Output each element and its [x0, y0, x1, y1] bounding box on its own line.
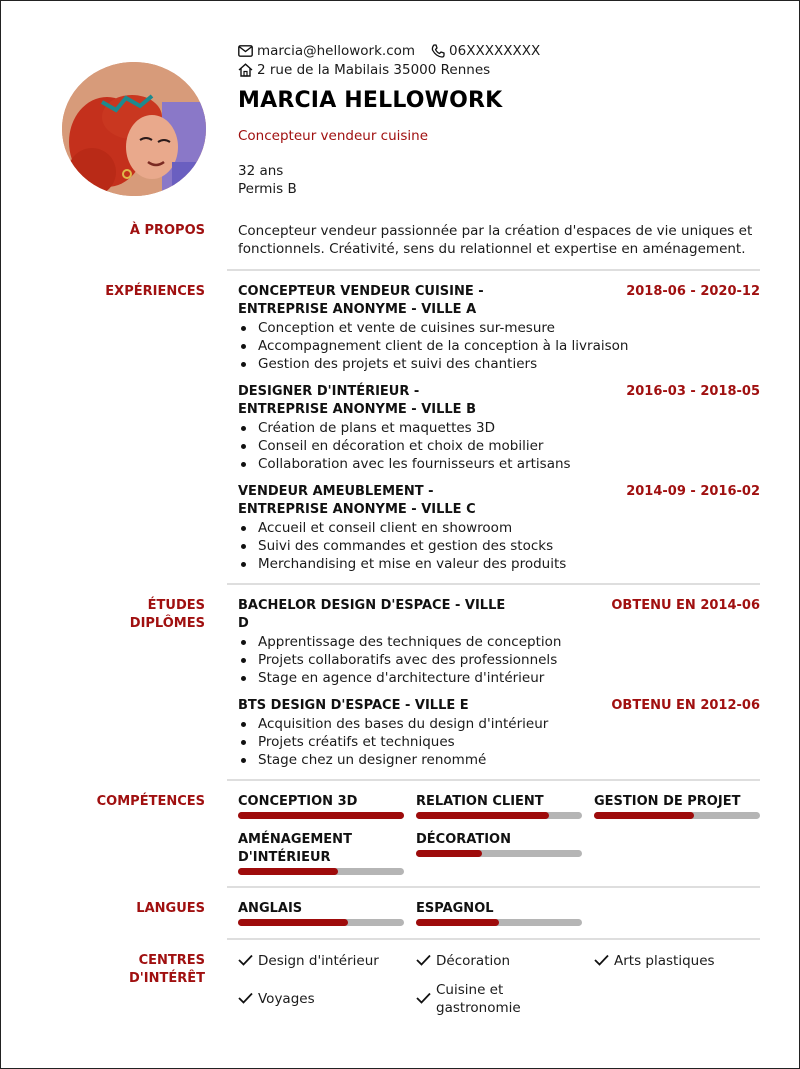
list-item: Création de plans et maquettes 3D: [238, 419, 760, 437]
interest-label: Cuisine et gastronomie: [436, 982, 521, 1016]
entry-title: VENDEUR AMEUBLEMENT - ENTREPRISE ANONYME - VILLE C: [238, 484, 476, 517]
interest-label: Arts plastiques: [614, 953, 715, 969]
skill-level-fill: [594, 812, 694, 819]
interest-item: [416, 981, 536, 1017]
divider: [227, 779, 760, 781]
skill-level-bar: [594, 812, 760, 819]
experience-label: EXPÉRIENCES: [105, 284, 205, 299]
age: 32 ans: [238, 163, 284, 179]
education-entry: [238, 697, 760, 769]
entry-title: CONCEPTEUR VENDEUR CUISINE - ENTREPRISE ANONYME - VILLE A: [238, 284, 484, 317]
check-icon: [238, 992, 253, 1004]
list-item: Projets créatifs et techniques: [238, 733, 760, 751]
skill-item: [416, 831, 582, 857]
divider: [227, 583, 760, 585]
education-label: ÉTUDES DIPLÔMES: [129, 598, 205, 631]
skill-level-bar: [416, 850, 582, 857]
phone-icon: [431, 44, 445, 58]
skill-name: DÉCORATION: [416, 832, 511, 847]
skill-level-fill: [416, 850, 482, 857]
address-contact: [238, 62, 490, 78]
job-title: Concepteur vendeur cuisine: [238, 128, 429, 144]
list-item: Apprentissage des techniques de conception: [238, 633, 760, 651]
skill-name: CONCEPTION 3D: [238, 794, 358, 809]
skill-level-fill: [416, 812, 549, 819]
skill-level-bar: [238, 812, 404, 819]
entry-date: OBTENU EN 2014-06: [611, 598, 760, 613]
interest-label: Design d'intérieur: [258, 953, 379, 969]
education-entry: [238, 597, 760, 687]
divider: [227, 938, 760, 940]
entry-date: 2016-03 - 2018-05: [626, 384, 760, 399]
envelope-icon: [238, 45, 253, 57]
list-item: Acquisition des bases du design d'intérieur: [238, 715, 760, 733]
skill-item: [416, 793, 582, 819]
address-text: 2 rue de la Mabilais 35000 Rennes: [257, 61, 491, 78]
list-item: Projets collaboratifs avec des professionnels: [238, 651, 760, 669]
skill-level-bar: [416, 812, 582, 819]
check-icon: [238, 954, 253, 966]
contact-line-1: [238, 41, 758, 60]
check-icon: [594, 954, 609, 966]
about-label: À PROPOS: [129, 223, 205, 238]
interest-item: [238, 990, 404, 1008]
language-item: [238, 900, 404, 926]
list-item: Stage chez un designer renommé: [238, 751, 760, 769]
interest-label: Voyages: [258, 991, 315, 1007]
language-level-fill: [238, 919, 348, 926]
phone-contact[interactable]: [431, 43, 540, 59]
home-icon: [238, 63, 253, 77]
interest-label: Décoration: [436, 953, 511, 969]
email-contact[interactable]: [238, 43, 415, 59]
check-icon: [416, 992, 431, 1004]
candidate-name: MARCIA HELLOWORK: [238, 88, 503, 113]
skill-level-fill: [238, 812, 404, 819]
interest-item: [594, 952, 760, 970]
interests-label: CENTRES D'INTÉRÊT: [129, 953, 205, 986]
list-item: Accompagnement client de la conception à la livraison: [238, 337, 760, 355]
list-item: Conseil en décoration et choix de mobilier: [238, 437, 760, 455]
list-item: Gestion des projets et suivi des chantiers: [238, 355, 760, 373]
skill-name: AMÉNAGEMENT D'INTÉRIEUR: [238, 832, 352, 865]
skills-label: COMPÉTENCES: [96, 794, 205, 809]
about-text: Concepteur vendeur passionnée par la création d'espaces de vie uniques et fonctionnels. Créativité, sens du relationnel et expertise en aménagement.: [238, 223, 753, 257]
experience-entry: [238, 383, 760, 473]
list-item: Suivi des commandes et gestion des stocks: [238, 537, 760, 555]
skill-name: GESTION DE PROJET: [594, 794, 741, 809]
language-name: ANGLAIS: [238, 901, 303, 916]
driving-license: Permis B: [238, 181, 297, 197]
entry-date: OBTENU EN 2012-06: [611, 698, 760, 713]
resume-header: [238, 41, 758, 198]
language-item: [416, 900, 582, 926]
languages-label: LANGUES: [136, 901, 205, 916]
divider: [227, 269, 760, 271]
entry-date: 2014-09 - 2016-02: [626, 484, 760, 499]
skill-item: [238, 831, 404, 875]
interest-item: [416, 952, 582, 970]
list-item: Stage en agence d'architecture d'intérieur: [238, 669, 760, 687]
language-name: ESPAGNOL: [416, 901, 494, 916]
email-text: marcia@hellowork.com: [257, 42, 416, 59]
language-level-bar: [238, 919, 404, 926]
entry-title: DESIGNER D'INTÉRIEUR - ENTREPRISE ANONYME - VILLE B: [238, 384, 476, 417]
divider: [227, 886, 760, 888]
list-item: Conception et vente de cuisines sur-mesure: [238, 319, 760, 337]
entry-date: 2018-06 - 2020-12: [626, 284, 760, 299]
experience-entry: [238, 283, 760, 373]
skill-level-bar: [238, 868, 404, 875]
profile-photo: [62, 62, 206, 196]
skill-item: [238, 793, 404, 819]
entry-title: BACHELOR DESIGN D'ESPACE - VILLE D: [238, 598, 506, 631]
check-icon: [416, 954, 431, 966]
contact-line-2: [238, 60, 758, 79]
phone-text: 06XXXXXXXX: [449, 42, 541, 59]
personal-info: [238, 162, 758, 198]
interest-item: [238, 952, 404, 970]
skill-name: RELATION CLIENT: [416, 794, 544, 809]
skill-level-fill: [238, 868, 338, 875]
list-item: Accueil et conseil client en showroom: [238, 519, 760, 537]
skill-item: [594, 793, 760, 819]
language-level-bar: [416, 919, 582, 926]
language-level-fill: [416, 919, 499, 926]
entry-title: BTS DESIGN D'ESPACE - VILLE E: [238, 698, 469, 713]
list-item: Collaboration avec les fournisseurs et artisans: [238, 455, 760, 473]
list-item: Merchandising et mise en valeur des produits: [238, 555, 760, 573]
experience-entry: [238, 483, 760, 573]
